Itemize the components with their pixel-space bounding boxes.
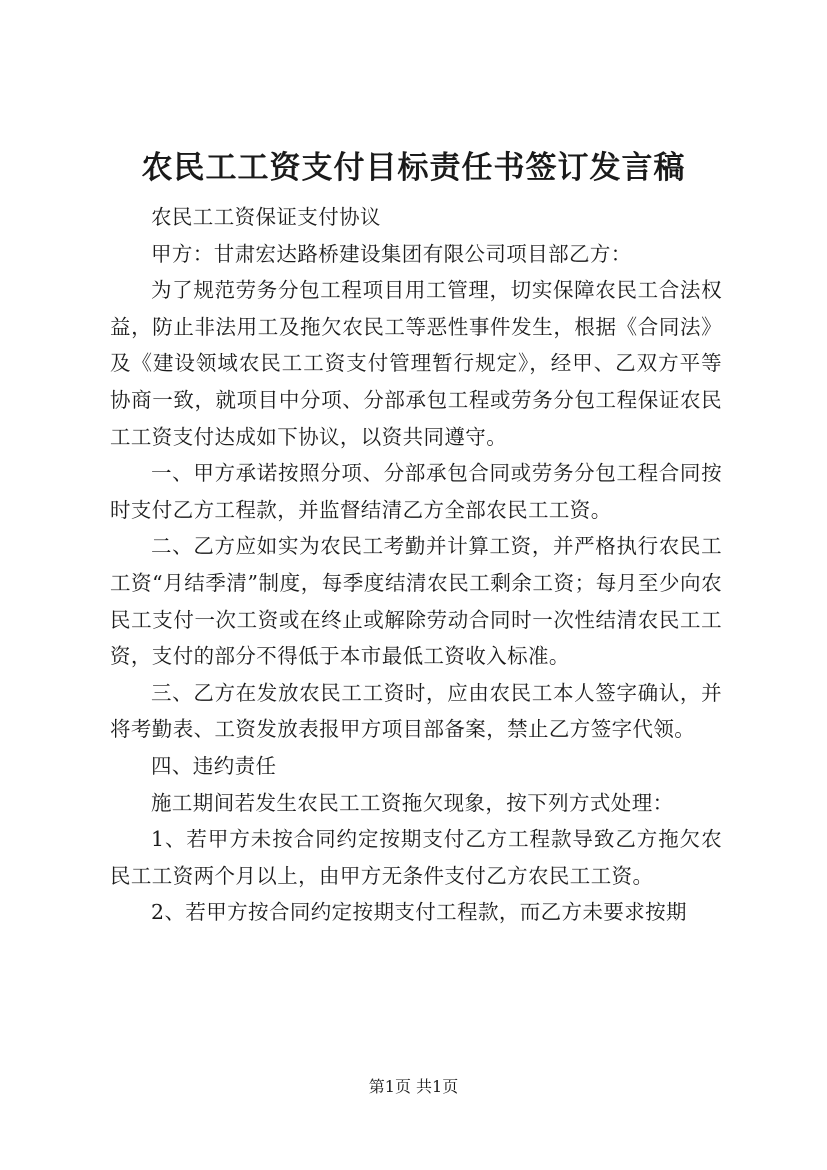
paragraph-purpose: 为了规范劳务分包工程项目用工管理，切实保障农民工合法权益，防止非法用工及拖欠农民工等恶性事件发生，根据《合同法》及《建设领域农民工工资支付管理暂行规定》，经甲、乙双方平等协商一致，就项目中分项、分部承包工程或劳务分包工程保证农民工工资支付达成如下协议，以资共同遵守。 <box>110 278 722 449</box>
paragraph-clause-1: 一、甲方承诺按照分项、分部承包合同或劳务分包工程合同按时支付乙方工程款，并监督结清乙方全部农民工工资。 <box>110 461 722 522</box>
paragraph-handling-intro: 施工期间若发生农民工工资拖欠现象，按下列方式处理： <box>151 790 674 815</box>
document-body <box>110 199 722 931</box>
paragraph-handling-1: 1、若甲方未按合同约定按期支付乙方工程款导致乙方拖欠农民工工资两个月以上，由甲方无条件支付乙方农民工工资。 <box>110 827 722 888</box>
document-title: 农民工工资支付目标责任书签订发言稿 <box>141 150 686 186</box>
paragraph-parties: 甲方：甘肃宏达路桥建设集团有限公司项目部乙方： <box>151 241 632 266</box>
paragraph-clause-2: 二、乙方应如实为农民工考勤并计算工资，并严格执行农民工工资“月结季清”制度，每季度结清农民工剩余工资；每月至少向农民工支付一次工资或在终止或解除劳动合同时一次性结清农民工工资，支付的部分不得低于本市最低工资收入标准。 <box>110 534 722 669</box>
page-number-footer: 第1页 共1页 <box>368 1077 459 1096</box>
paragraph-handling-2: 2、若甲方按合同约定按期支付工程款，而乙方未要求按期 <box>151 900 687 925</box>
paragraph-clause-3: 三、乙方在发放农民工工资时，应由农民工本人签字确认，并将考勤表、工资发放表报甲方项目部备案，禁止乙方签字代领。 <box>110 680 722 742</box>
paragraph-heading: 农民工工资保证支付协议 <box>151 205 381 229</box>
paragraph-clause-4-heading: 四、违约责任 <box>151 753 277 778</box>
